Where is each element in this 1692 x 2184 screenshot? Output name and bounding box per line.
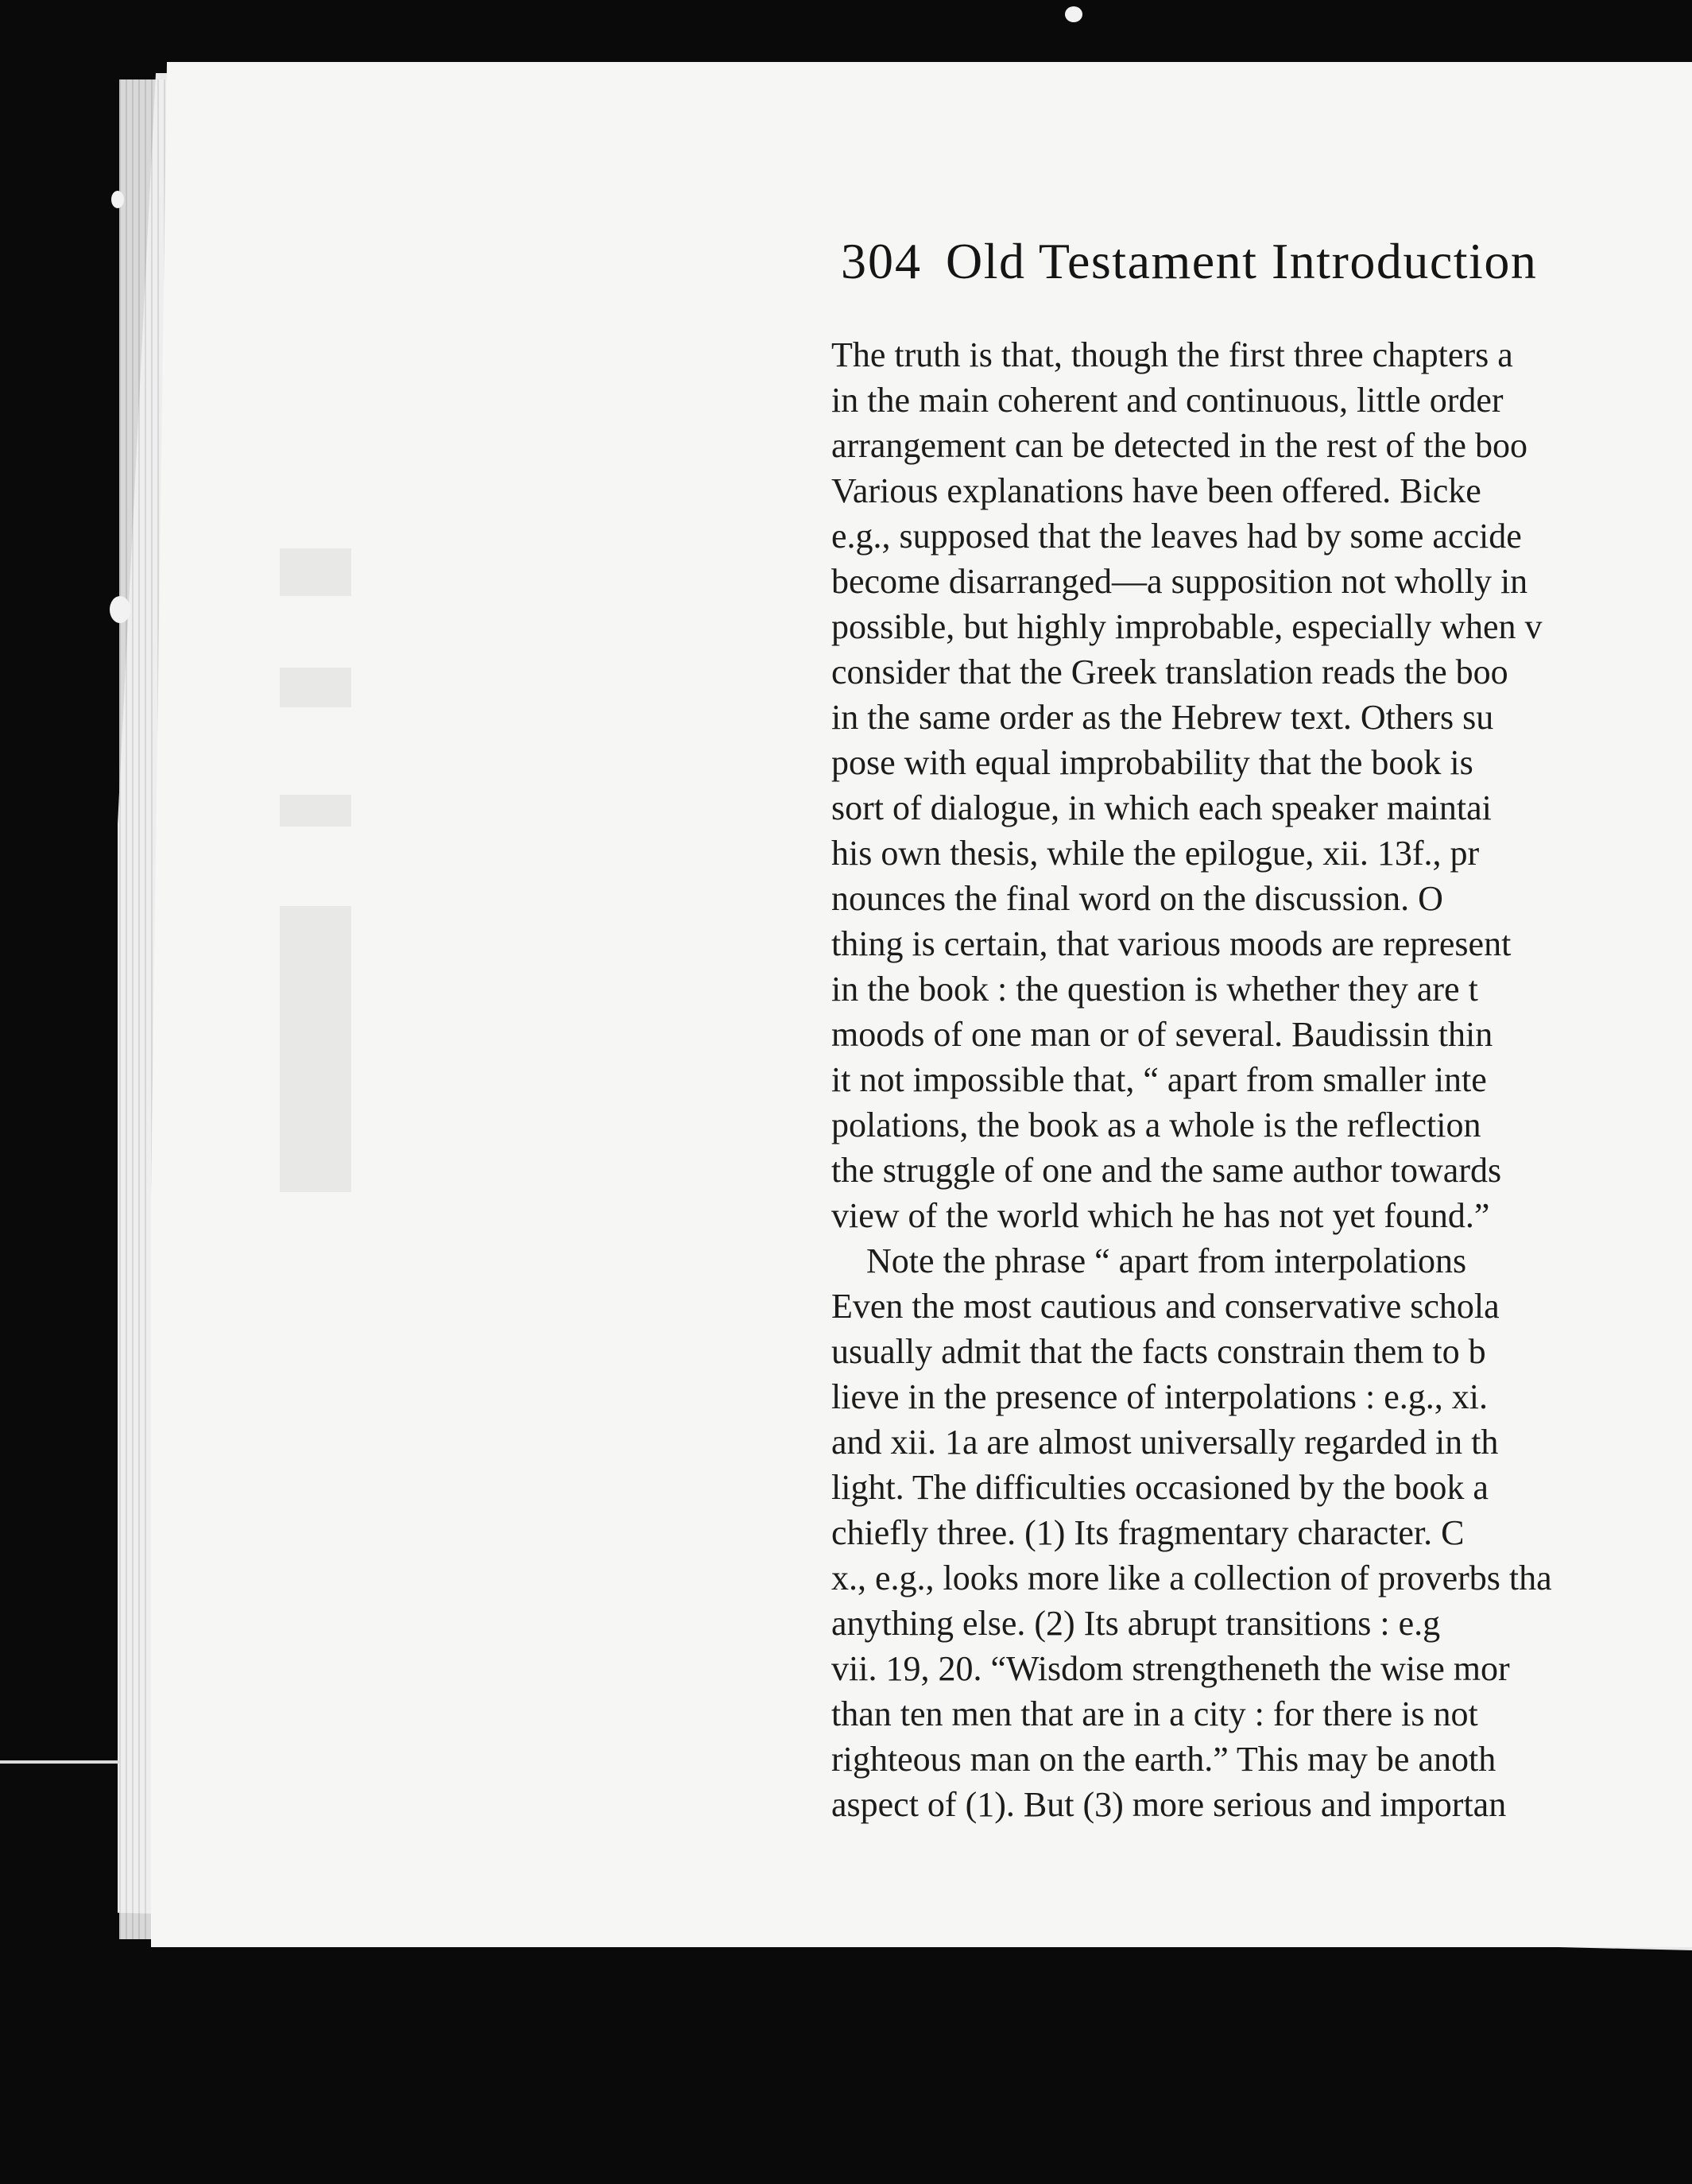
text-line: it not impossible that, “ apart from smaller inte — [831, 1060, 1487, 1099]
text-line: pose with equal improbability that the book is — [831, 743, 1473, 782]
dust-speck — [110, 596, 130, 623]
text-line: x., e.g., looks more like a collection of proverbs tha — [831, 1559, 1552, 1597]
text-line: e.g., supposed that the leaves had by some accide — [831, 517, 1522, 556]
text-line: light. The difficulties occasioned by the book a — [831, 1468, 1489, 1507]
text-line: than ten men that are in a city : for there is not — [831, 1694, 1478, 1733]
running-title: Old Testament Introduction — [946, 233, 1538, 289]
text-line: Various explanations have been offered. Bicke — [831, 471, 1481, 510]
text-line: possible, but highly improbable, especially when v — [831, 607, 1543, 646]
text-line: moods of one man or of several. Baudissin thin — [831, 1015, 1493, 1054]
text-line: The truth is that, though the first three chapters a — [831, 335, 1513, 374]
text-line: arrangement can be detected in the rest of the boo — [831, 426, 1527, 465]
text-line: sort of dialogue, in which each speaker maintai — [831, 788, 1492, 827]
dust-speck — [1065, 6, 1082, 22]
text-line: chiefly three. (1) Its fragmentary character. C — [831, 1513, 1465, 1552]
text-line: lieve in the presence of interpolations : e.g., xi. — [831, 1377, 1488, 1416]
scan-line-mark — [0, 1760, 119, 1764]
text-line: thing is certain, that various moods are represent — [831, 924, 1512, 963]
text-line: Note the phrase “ apart from interpolations — [866, 1241, 1467, 1280]
text-line: in the main coherent and continuous, little order — [831, 381, 1504, 420]
bleed-through-mark — [280, 795, 351, 827]
text-line: view of the world which he has not yet found.” — [831, 1196, 1490, 1235]
text-line: consider that the Greek translation reads the boo — [831, 652, 1508, 691]
dust-speck — [111, 191, 124, 208]
text-line: in the same order as the Hebrew text. Others su — [831, 698, 1494, 737]
bleed-through-mark — [280, 906, 351, 1192]
body-text — [831, 332, 1692, 1827]
text-line: aspect of (1). But (3) more serious and importan — [831, 1785, 1507, 1824]
bleed-through-mark — [280, 548, 351, 596]
text-line: and xii. 1a are almost universally regarded in th — [831, 1423, 1499, 1462]
text-line: nounces the final word on the discussion. O — [831, 879, 1443, 918]
text-line: his own thesis, while the epilogue, xii. 13f., pr — [831, 834, 1480, 873]
text-line: vii. 19, 20. “Wisdom strengtheneth the wise mor — [831, 1649, 1510, 1688]
text-line: usually admit that the facts constrain them to b — [831, 1332, 1486, 1371]
text-line: polations, the book as a whole is the reflection — [831, 1106, 1481, 1144]
page-number: 304 — [841, 233, 922, 289]
page-header — [841, 232, 1537, 291]
text-line: become disarranged—a supposition not wholly in — [831, 562, 1528, 601]
text-line: the struggle of one and the same author towards — [831, 1151, 1502, 1190]
bleed-through-mark — [280, 668, 351, 707]
text-line: Even the most cautious and conservative schola — [831, 1287, 1500, 1326]
text-line: anything else. (2) Its abrupt transitions : e.g — [831, 1604, 1441, 1643]
text-line: in the book : the question is whether they are t — [831, 970, 1478, 1009]
text-line: righteous man on the earth.” This may be anoth — [831, 1740, 1496, 1779]
